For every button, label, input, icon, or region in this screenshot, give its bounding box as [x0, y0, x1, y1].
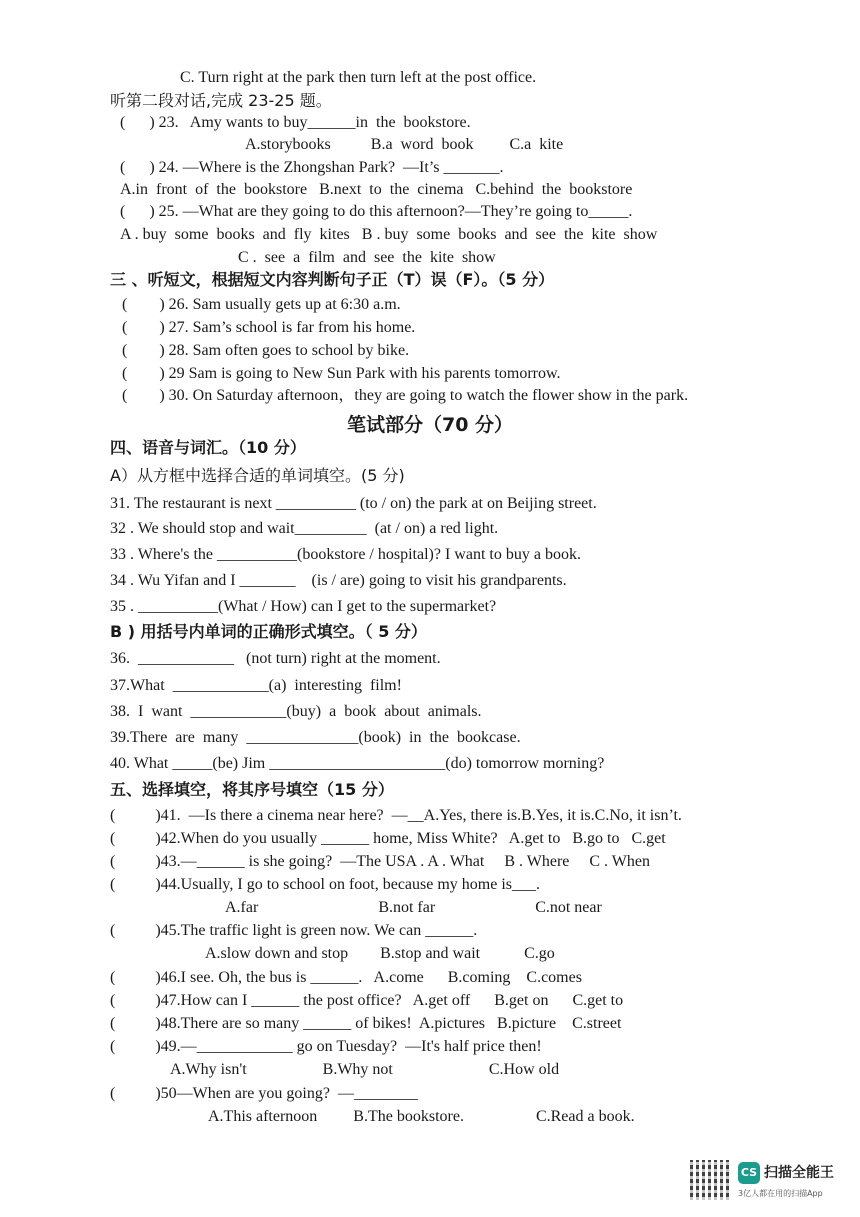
exam-line: C . see a film and see the kite show [238, 249, 496, 266]
exam-line: A.far B.not far C.not near [225, 899, 602, 916]
section-heading: 三 、听短文，根据短文内容判断句子正（T）误（F）。（5 分） [110, 270, 555, 289]
exam-line: ( ) 25. —What are they going to do this afternoon?—They’re going to_____. [120, 203, 633, 220]
exam-line: A.Why isn't B.Why not C.How old [170, 1061, 560, 1078]
section-heading: 五、选择填空，将其序号填空（15 分） [110, 780, 394, 799]
brand-name: 扫描全能王 [764, 1165, 834, 1181]
exam-line: ( )46.I see. Oh, the bus is ______. A.come B.coming C.comes [110, 969, 582, 986]
exam-line: 40. What _____(be) Jim ______________________(do) tomorrow morning? [110, 755, 605, 772]
exam-line: ( )47.How can I ______ the post office? A.get off B.get on C.get to [110, 992, 624, 1009]
exam-line: 37.What ____________(a) interesting film! [110, 677, 402, 694]
exam-line: 34 . Wu Yifan and I _______ (is / are) going to visit his grandparents. [110, 572, 567, 589]
exam-line: A.slow down and stop B.stop and wait C.go [205, 945, 555, 962]
exam-line: ( )49.—____________ go on Tuesday? —It's half price then! [110, 1038, 542, 1055]
exam-line: 33 . Where's the __________(bookstore / hospital)? I want to buy a book. [110, 546, 581, 563]
cs-logo: CS [738, 1162, 760, 1184]
qr-code-icon [690, 1160, 730, 1200]
exam-line: A . buy some books and fly kites B . buy some books and see the kite show [120, 226, 658, 243]
exam-line: C. Turn right at the park then turn left at the post office. [180, 69, 537, 86]
exam-line: ( ) 28. Sam often goes to school by bike. [122, 342, 410, 359]
exam-line: ( ) 26. Sam usually gets up at 6:30 a.m. [122, 296, 401, 313]
exam-line: ( ) 30. On Saturday afternoon，they are going to watch the flower show in the park. [122, 387, 689, 404]
exam-line: A.in front of the bookstore B.next to the cinema C.behind the bookstore [120, 181, 633, 198]
exam-line: A）从方框中选择合适的单词填空。(5 分) [110, 466, 405, 485]
exam-line: A.This afternoon B.The bookstore. C.Read a book. [208, 1108, 635, 1125]
exam-line: 35 . __________(What / How) can I get to the supermarket? [110, 598, 497, 615]
exam-line: ( )43.—______ is she going? —The USA . A . What B . Where C . When [110, 853, 650, 870]
section-heading: 四、语音与词汇。（10 分） [110, 438, 306, 457]
brand-tagline: 3亿人都在用的扫描App [738, 1189, 823, 1198]
section-heading: B ) 用括号内单词的正确形式填空。（ 5 分） [110, 622, 427, 641]
exam-line: ( )42.When do you usually ______ home, Miss White? A.get to B.go to C.get [110, 830, 666, 847]
exam-line: 听第二段对话,完成 23-25 题。 [110, 91, 332, 110]
exam-line: ( )41. —Is there a cinema near here? —__A.Yes, there is.B.Yes, it is.C.No, it isn’t. [110, 807, 682, 824]
exam-line: 32 . We should stop and wait_________ (at / on) a red light. [110, 520, 499, 537]
exam-line: ( ) 27. Sam’s school is far from his home. [122, 319, 416, 336]
exam-line: 38. I want ____________(buy) a book about animals. [110, 703, 482, 720]
exam-line: 39.There are many ______________(book) in the bookcase. [110, 729, 521, 746]
exam-line: ( )48.There are so many ______ of bikes! A.pictures B.picture C.street [110, 1015, 622, 1032]
exam-line: A.storybooks B.a word book C.a kite [245, 136, 564, 153]
exam-line: ( )45.The traffic light is green now. We can ______. [110, 922, 478, 939]
exam-line: 31. The restaurant is next __________ (to / on) the park at on Beijing street. [110, 495, 597, 512]
exam-line: ( )50—When are you going? —________ [110, 1085, 418, 1102]
exam-line: 36. ____________ (not turn) right at the moment. [110, 650, 441, 667]
scanner-watermark [686, 1158, 856, 1204]
exam-line: ( ) 29 Sam is going to New Sun Park with his parents tomorrow. [122, 365, 561, 382]
exam-line: ( )44.Usually, I go to school on foot, because my home is___. [110, 876, 541, 893]
written-section-title: 笔试部分（70 分） [346, 414, 514, 436]
exam-line: ( ) 24. —Where is the Zhongshan Park? —It’s _______. [120, 159, 504, 176]
exam-line: ( ) 23. Amy wants to buy______in the bookstore. [120, 114, 471, 131]
